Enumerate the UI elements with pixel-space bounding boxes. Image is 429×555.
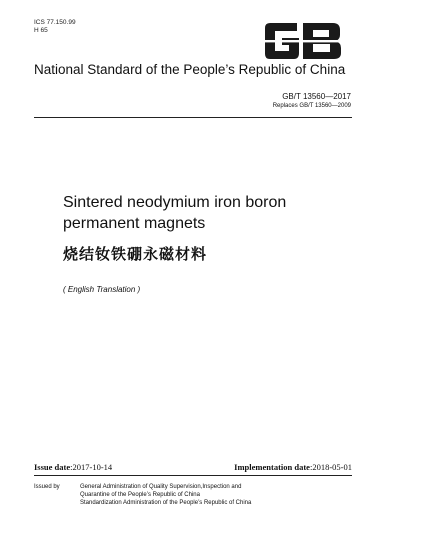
implementation-date-label: Implementation date bbox=[234, 462, 310, 472]
issued-by-label: Issued by bbox=[34, 484, 60, 490]
gb-logo bbox=[263, 22, 343, 60]
ics-code: ICS 77.150.99 bbox=[34, 19, 76, 26]
issuing-authorities bbox=[80, 484, 251, 507]
title-english-line-2: permanent magnets bbox=[63, 215, 206, 232]
header-divider bbox=[34, 117, 352, 118]
issuer-line: Quarantine of the People’s Republic of China bbox=[80, 491, 200, 498]
national-standard-title: National Standard of the People’s Republic of China bbox=[34, 62, 346, 77]
title-chinese: 烧结钕铁硼永磁材料 bbox=[63, 246, 208, 263]
gb-logo-graphic bbox=[263, 22, 343, 60]
issuer-line: General Administration of Quality Supervision,Inspection and bbox=[80, 484, 242, 490]
classification-code: H 65 bbox=[34, 27, 48, 34]
standard-number: GB/T 13560—2017 bbox=[282, 92, 351, 101]
issue-date-label: Issue date bbox=[34, 462, 71, 472]
replaces-note: Replaces GB/T 13560—2009 bbox=[272, 103, 351, 109]
footer-divider bbox=[34, 475, 352, 476]
implementation-date bbox=[234, 462, 352, 472]
title-english-line-1: Sintered neodymium iron boron bbox=[63, 194, 287, 211]
translation-note: ( English Translation ) bbox=[63, 285, 141, 294]
issue-date bbox=[34, 462, 112, 472]
issue-date-value: :2017-10-14 bbox=[70, 462, 113, 472]
implementation-date-value: :2018-05-01 bbox=[309, 462, 352, 472]
issuer-line: Standardization Administration of the People’s Republic of China bbox=[80, 499, 252, 506]
